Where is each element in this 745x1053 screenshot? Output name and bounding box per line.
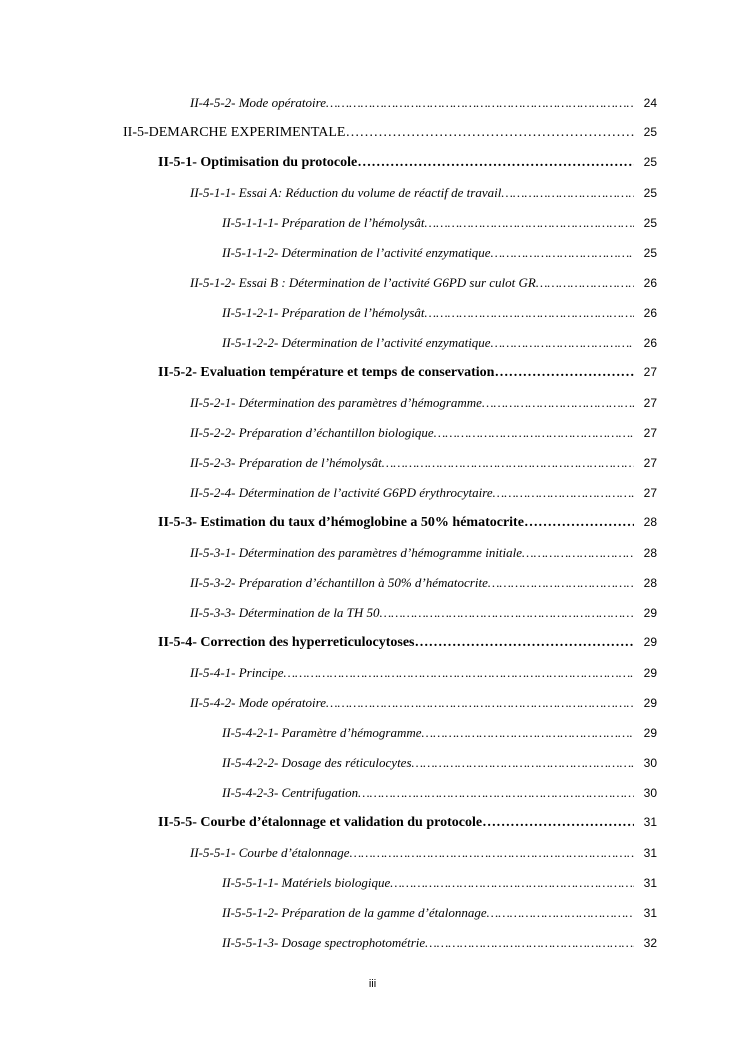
toc-entry-title: II-5-4-2-2- Dosage des réticulocytes — [222, 755, 412, 770]
toc-entry-page: 25 — [643, 216, 657, 230]
toc-entry-title: II-5-5-1-1- Matériels biologique — [222, 875, 391, 890]
toc-entry-title: II-5-5-1-2- Préparation de la gamme d’étalonnage — [222, 905, 487, 920]
toc-entry-title: II-5-DEMARCHE EXPERIMENTALE — [123, 125, 346, 140]
toc-leader-dots — [390, 875, 633, 891]
toc-leader-dots — [501, 185, 633, 201]
toc-entry[interactable] — [222, 935, 657, 951]
toc-leader-dots — [284, 665, 634, 681]
toc-leader-dots — [414, 635, 633, 651]
toc-entry-page: 26 — [643, 306, 657, 320]
toc-entry-title: II-5-3- Estimation du taux d’hémoglobine a 50% hématocrite — [158, 515, 524, 530]
toc-leader-dots — [358, 785, 634, 801]
toc-entry-page: 31 — [643, 906, 657, 920]
toc-entry-page: 25 — [643, 246, 657, 260]
toc-entry-title: II-5-2-4- Détermination de l’activité G6PD érythrocytaire — [190, 485, 493, 500]
toc-entry[interactable] — [190, 665, 657, 681]
toc-leader-dots — [522, 545, 634, 561]
toc-entry-page: 31 — [643, 846, 657, 860]
toc-entry-title: II-5-2- Evaluation température et temps de conservation — [158, 365, 495, 380]
toc-entry[interactable] — [158, 365, 657, 381]
toc-entry-page: 29 — [643, 666, 657, 680]
toc-leader-dots — [488, 575, 634, 591]
toc-entry-title: II-5-1-1- Essai A: Réduction du volume de réactif de travail — [190, 185, 502, 200]
toc-entry-title: II-5-4-2- Mode opératoire — [190, 695, 326, 710]
toc-leader-dots — [494, 365, 633, 381]
toc-entry-title: II-5-1-2-1- Préparation de l’hémolysât — [222, 305, 425, 320]
toc-entry[interactable] — [190, 845, 657, 861]
toc-entry-title: II-5-1-1-2- Détermination de l’activité enzymatique — [222, 245, 491, 260]
toc-leader-dots — [482, 395, 634, 411]
toc-entry-title: II-5-2-3- Préparation de l’hémolysât — [190, 455, 382, 470]
toc-entry[interactable] — [222, 905, 657, 921]
toc-entry-page: 32 — [643, 936, 657, 950]
toc-entry[interactable] — [190, 575, 657, 591]
toc-leader-dots — [422, 725, 634, 741]
toc-entry-page: 29 — [643, 635, 657, 649]
toc-leader-dots — [425, 215, 634, 231]
toc-entry[interactable] — [222, 875, 657, 891]
toc-leader-dots — [491, 335, 634, 351]
toc-entry[interactable] — [158, 155, 657, 171]
toc-leader-dots — [345, 125, 633, 141]
toc-leader-dots — [524, 515, 634, 531]
toc-entry-title: II-5-2-1- Détermination des paramètres d’hémogramme — [190, 395, 482, 410]
toc-entry[interactable] — [190, 395, 657, 411]
toc-entry-title: II-5-2-2- Préparation d’échantillon biologique — [190, 425, 434, 440]
toc-entry[interactable] — [222, 305, 657, 321]
toc-leader-dots — [382, 455, 634, 471]
toc-entry-page: 27 — [643, 486, 657, 500]
toc-entry[interactable] — [222, 755, 657, 771]
toc-entry[interactable] — [190, 425, 657, 441]
toc-entry[interactable] — [222, 215, 657, 231]
toc-entry-page: 28 — [643, 546, 657, 560]
toc-entry-page: 27 — [643, 396, 657, 410]
toc-leader-dots — [491, 245, 634, 261]
toc-entry-page: 30 — [643, 786, 657, 800]
toc-entry-title: II-5-3-2- Préparation d’échantillon à 50% d’hématocrite — [190, 575, 488, 590]
toc-entry-page: 26 — [643, 336, 657, 350]
toc-leader-dots — [326, 695, 634, 711]
toc-entry-title: II-5-5- Courbe d’étalonnage et validation du protocole — [158, 815, 483, 830]
toc-leader-dots — [350, 845, 634, 861]
toc-entry-page: 24 — [643, 96, 657, 110]
toc-entry-page: 25 — [643, 125, 657, 139]
toc-entry-page: 29 — [643, 726, 657, 740]
toc-leader-dots — [412, 755, 634, 771]
toc-entry-title: II-5-1-1-1- Préparation de l’hémolysât — [222, 215, 425, 230]
toc-leader-dots — [434, 425, 634, 441]
toc-leader-dots — [357, 155, 633, 171]
toc-entry[interactable] — [222, 785, 657, 801]
toc-entry-title: II-5-4-1- Principe — [190, 665, 284, 680]
toc-entry-title: II-5-3-1- Détermination des paramètres d’hémogramme initiale — [190, 545, 523, 560]
toc-leader-dots — [482, 815, 634, 831]
toc-entry-page: 30 — [643, 756, 657, 770]
toc-entry[interactable] — [222, 725, 657, 741]
page-number-footer: iii — [368, 978, 377, 990]
toc-leader-dots — [487, 905, 634, 921]
toc-leader-dots — [326, 95, 634, 111]
toc-entry-page: 29 — [643, 696, 657, 710]
toc-entry-title: II-5-1- Optimisation du protocole — [158, 155, 358, 170]
toc-entry[interactable] — [190, 95, 657, 111]
toc-entry-title: II-5-4- Correction des hyperreticulocytoses — [158, 635, 415, 650]
toc-entry-title: II-5-5-1- Courbe d’étalonnage — [190, 845, 350, 860]
toc-entry-page: 31 — [643, 815, 657, 829]
toc-entry[interactable] — [222, 245, 657, 261]
toc-entry-page: 27 — [643, 456, 657, 470]
toc-entry-title: II-5-4-2-1- Paramètre d’hémogramme — [222, 725, 422, 740]
toc-entry[interactable] — [190, 545, 657, 561]
toc-entry-title: II-5-4-2-3- Centrifugation — [222, 785, 359, 800]
toc-entry-page: 26 — [643, 276, 657, 290]
toc-entry[interactable] — [158, 815, 657, 831]
toc-entry[interactable] — [190, 455, 657, 471]
toc-entry-title: II-5-5-1-3- Dosage spectrophotométrie — [222, 935, 426, 950]
toc-entry[interactable] — [190, 695, 657, 711]
toc-entry[interactable] — [158, 635, 657, 651]
toc-leader-dots — [536, 275, 634, 291]
toc-entry-page: 27 — [643, 365, 657, 379]
toc-entry[interactable] — [222, 335, 657, 351]
toc-entry-title: II-4-5-2- Mode opératoire — [190, 95, 326, 110]
toc-entry-page: 31 — [643, 876, 657, 890]
toc-entry[interactable] — [158, 515, 657, 531]
toc-entry-page: 27 — [643, 426, 657, 440]
toc-entry[interactable] — [123, 125, 657, 141]
toc-entry-page: 25 — [643, 186, 657, 200]
toc-entry[interactable] — [190, 185, 657, 201]
toc-leader-dots — [493, 485, 634, 501]
toc-entry-page: 29 — [643, 606, 657, 620]
toc-entry-title: II-5-3-3- Détermination de la TH 50 — [190, 605, 380, 620]
toc-entry[interactable] — [190, 275, 657, 291]
toc-entry-page: 25 — [643, 155, 657, 169]
toc-leader-dots — [425, 935, 634, 951]
toc-entry-page: 28 — [643, 515, 657, 529]
toc-entry-page: 28 — [643, 576, 657, 590]
toc-leader-dots — [425, 305, 634, 321]
toc-entry-title: II-5-1-2-2- Détermination de l’activité enzymatique — [222, 335, 491, 350]
toc-entry[interactable] — [190, 485, 657, 501]
toc-entry[interactable] — [190, 605, 657, 621]
toc-entry-title: II-5-1-2- Essai B : Détermination de l’activité G6PD sur culot GR — [190, 275, 536, 290]
toc-leader-dots — [380, 605, 634, 621]
